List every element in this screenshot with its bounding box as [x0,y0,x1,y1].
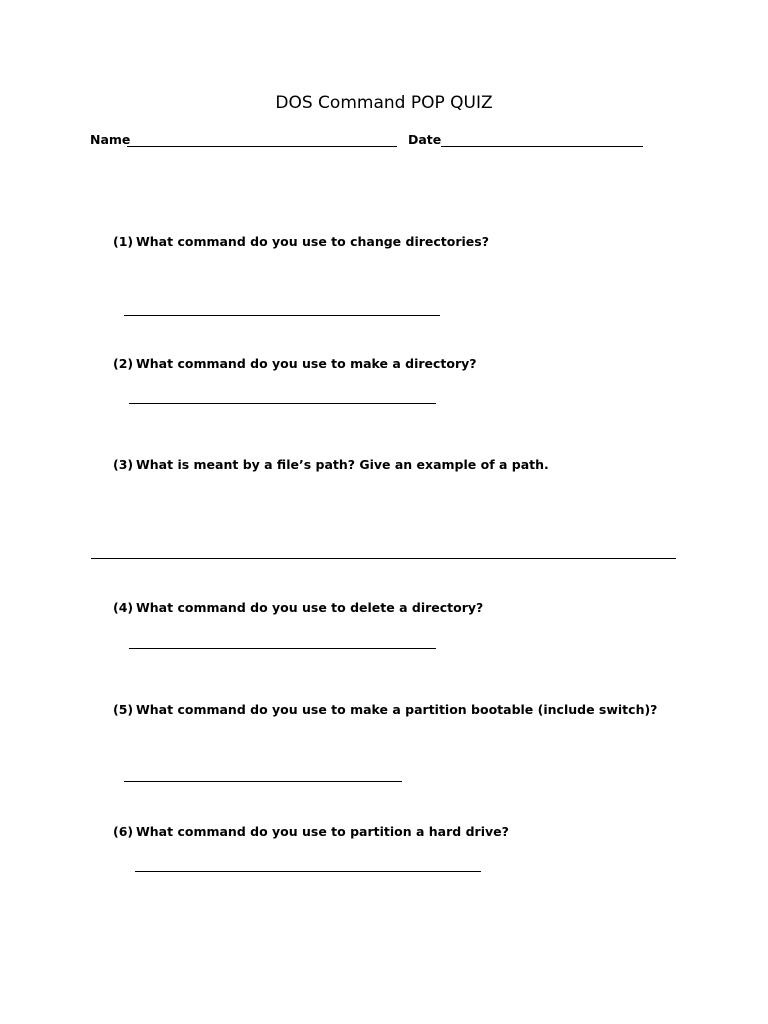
answer-line-5[interactable] [124,781,402,782]
question-number: (2) [113,356,134,371]
date-label: Date [408,132,442,147]
question-number: (1) [113,234,134,249]
question-number: (5) [113,702,134,717]
question-number: (6) [113,824,134,839]
question-1 [113,234,489,250]
question-text: What command do you use to make a directory? [136,356,477,371]
question-3 [113,457,549,473]
question-number: (3) [113,457,134,472]
question-number: (4) [113,600,134,615]
question-text: What is meant by a file’s path? Give an example of a path. [136,457,549,472]
question-text: What command do you use to delete a directory? [136,600,484,615]
question-2 [113,356,477,372]
question-5 [113,702,657,718]
answer-line-2[interactable] [129,403,436,404]
question-6 [113,824,509,840]
question-text: What command do you use to make a partition bootable (include switch)? [136,702,658,717]
answer-line-1[interactable] [124,315,440,316]
name-label: Name [90,132,131,147]
answer-line-3[interactable] [91,558,676,559]
question-4 [113,600,483,616]
question-text: What command do you use to partition a hard drive? [136,824,509,839]
name-field[interactable] [127,146,397,147]
answer-line-4[interactable] [129,648,436,649]
answer-line-6[interactable] [135,871,481,872]
date-field[interactable] [441,146,643,147]
question-text: What command do you use to change directories? [136,234,489,249]
quiz-title: DOS Command POP QUIZ [275,93,493,113]
